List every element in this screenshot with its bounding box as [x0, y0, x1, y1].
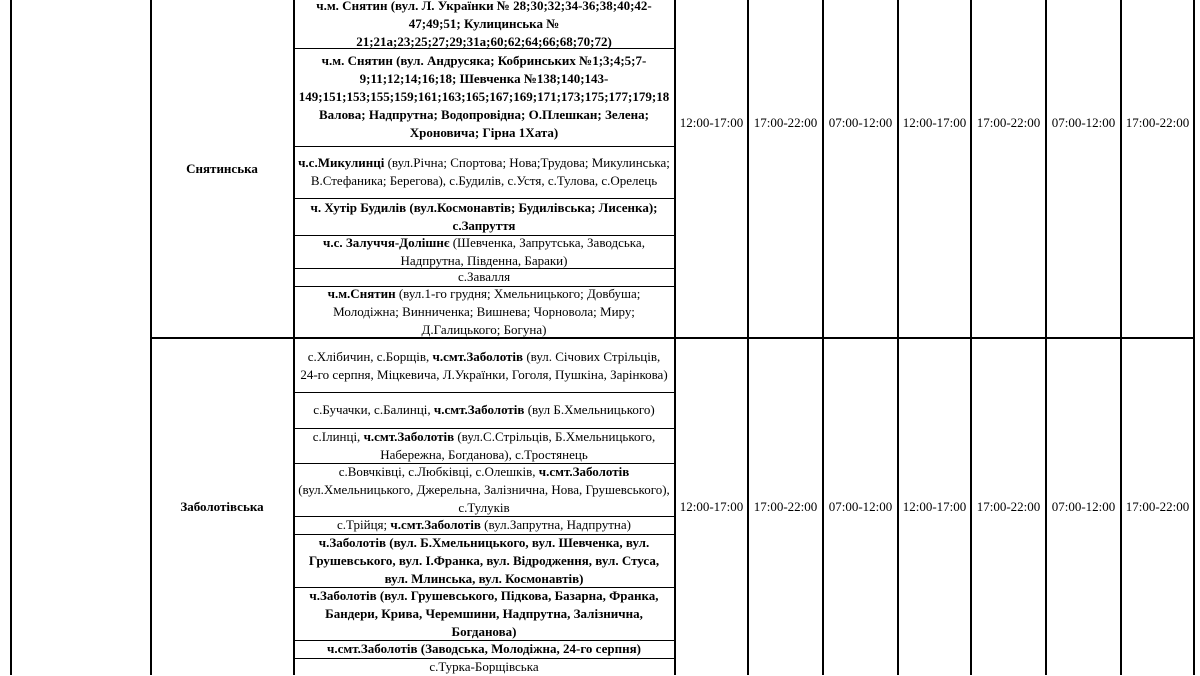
address-segment: ч.м. Снятин (вул. Андрусяка; Кобринських №1;3;4;5;7-9;11;12;14;16;18; Шевченка №138;140;143-149;151;153;155;159;161;163;165;167;169;171;173;175;177;179;18 Валова; Надпрутна; Водопровідна; О.Плешкан; Зелена; Хроновича; Гірна 1Хата)	[298, 53, 670, 140]
address-segment: (вул Б.Хмельницького)	[524, 402, 655, 417]
address-cell	[294, 268, 674, 286]
address-segment: ч.смт.Заболотів	[363, 428, 455, 444]
time-slot: 12:00-17:00	[679, 115, 744, 130]
address-segment: с.Хлібичин, с.Борщів,	[307, 348, 433, 364]
address-segment: ч.смт.Заболотів (Заводська, Молодіжна, 24-го серпня)	[327, 641, 641, 656]
address-segment: ч.м. Снятин (вул. Л. Українки № 28;30;32;34-36;38;40;42-47;49;51; Кулицинська № 21;21а;23;25;27;29;31а;60;62;64;66;68;70;72)	[316, 0, 652, 49]
time-slot: 17:00-22:00	[753, 499, 818, 514]
address-segment: ч.смт.Заболотів	[432, 348, 524, 364]
address-text	[298, 516, 670, 534]
address-segment: с.Ілинці,	[312, 428, 364, 444]
time-slot: 17:00-22:00	[1125, 115, 1190, 130]
address-segment: с.Вовчківці, с.Любківці, с.Олешків,	[338, 463, 539, 479]
address-segment: ч. Хутір Будилів (вул.Космонавтів; Будилівська; Лисенка); с.Запруття	[310, 199, 658, 233]
address-text	[298, 0, 670, 51]
time-slot: 12:00-17:00	[902, 115, 967, 130]
table-border-left	[10, 0, 12, 675]
address-cell	[294, 286, 674, 337]
address-text	[298, 658, 670, 676]
address-text	[298, 199, 670, 235]
address-segment: ч.Заболотів (вул. Б.Хмельницького, вул. Шевченка, вул. Грушевського, вул. І.Франка, вул. Відродження, вул. Стуса, вул. Млинська, вул. Космонавтів)	[308, 534, 660, 586]
address-segment: ч.м.Снятин	[327, 285, 396, 301]
address-cell	[294, 534, 674, 587]
address-text	[298, 268, 670, 286]
address-segment: с.Завалля	[457, 269, 511, 284]
address-cell	[294, 428, 674, 463]
address-segment: ч.Заболотів (вул. Грушевського, Підкова, Базарна, Франка, Бандери, Крива, Черемшини, Надпрутна, Залізнична, Богданова)	[309, 587, 659, 639]
address-cell	[294, 658, 674, 675]
address-cell	[294, 587, 674, 640]
address-cell	[294, 640, 674, 658]
address-text	[298, 348, 670, 384]
address-text	[298, 52, 670, 142]
address-segment: ч.смт.Заболотів	[390, 517, 481, 532]
time-slot: 17:00-22:00	[753, 115, 818, 130]
address-cell	[294, 0, 674, 48]
address-segment: (вул.С.Стрільців, Б.Хмельницького, Набережна, Богданова), с.Тростянець	[380, 428, 656, 462]
time-slot: 07:00-12:00	[1051, 115, 1116, 130]
address-cell	[294, 339, 674, 392]
address-segment: ч.смт.Заболотів	[433, 402, 525, 417]
address-segment: ч.с. Залуччя-Долішнє	[323, 234, 450, 250]
address-segment: (вул.1-го грудня; Хмельницького; Довбуша; Молодіжна; Винниченка; Вишнева; Чорновола; Миру; Д.Галицького; Богуна)	[333, 285, 641, 337]
address-segment: (вул.Річна; Спортова; Нова;Трудова; Микулинська; В.Стефаника; Берегова), с.Будилів, с.Устя, с.Тулова, с.Орелець	[310, 155, 670, 188]
address-segment: (вул.Хмельницького, Джерельна, Залізнична, Нова, Грушевського), с.Тулуків	[298, 481, 670, 515]
community-name: Снятинська	[186, 160, 258, 176]
address-cell	[294, 198, 674, 235]
address-text	[298, 463, 670, 517]
address-text	[298, 285, 670, 339]
address-text	[298, 534, 670, 588]
time-slot: 17:00-22:00	[1125, 499, 1190, 514]
time-slot: 07:00-12:00	[1051, 499, 1116, 514]
community-name: Заболотівська	[180, 499, 264, 514]
time-slot: 07:00-12:00	[828, 499, 893, 514]
address-text	[298, 401, 670, 419]
address-segment: (Шевченка, Запрутська, Заводська, Надпрутна, Південна, Бараки)	[400, 234, 645, 268]
address-segment: с.Трійця;	[337, 517, 391, 532]
address-cell	[294, 392, 674, 428]
address-text	[298, 640, 670, 658]
address-segment: ч.с.Микулинці	[298, 155, 385, 170]
address-segment: с.Бучачки, с.Балинці,	[313, 402, 434, 417]
address-text	[298, 154, 670, 190]
address-segment: (вул.Запрутна, Надпрутна)	[480, 517, 631, 532]
address-text	[298, 234, 670, 270]
time-slot: 12:00-17:00	[679, 499, 744, 514]
address-cell	[294, 463, 674, 516]
address-segment: с.Турка-Борщівська	[429, 658, 539, 674]
address-cell	[294, 48, 674, 146]
time-slot: 07:00-12:00	[828, 115, 893, 130]
address-cell	[294, 235, 674, 268]
time-slot: 12:00-17:00	[902, 499, 967, 514]
address-segment: (вул. Січових Стрільців, 24-го серпня, Міцкевича, Л.Українки, Гоголя, Пушкіна, Зарінкова)	[300, 348, 668, 382]
address-text	[298, 428, 670, 464]
time-slot: 17:00-22:00	[976, 115, 1041, 130]
address-cell	[294, 516, 674, 534]
address-cell	[294, 146, 674, 198]
address-text	[298, 587, 670, 641]
address-segment: ч.смт.Заболотів	[538, 463, 630, 479]
time-slot: 17:00-22:00	[976, 499, 1041, 514]
